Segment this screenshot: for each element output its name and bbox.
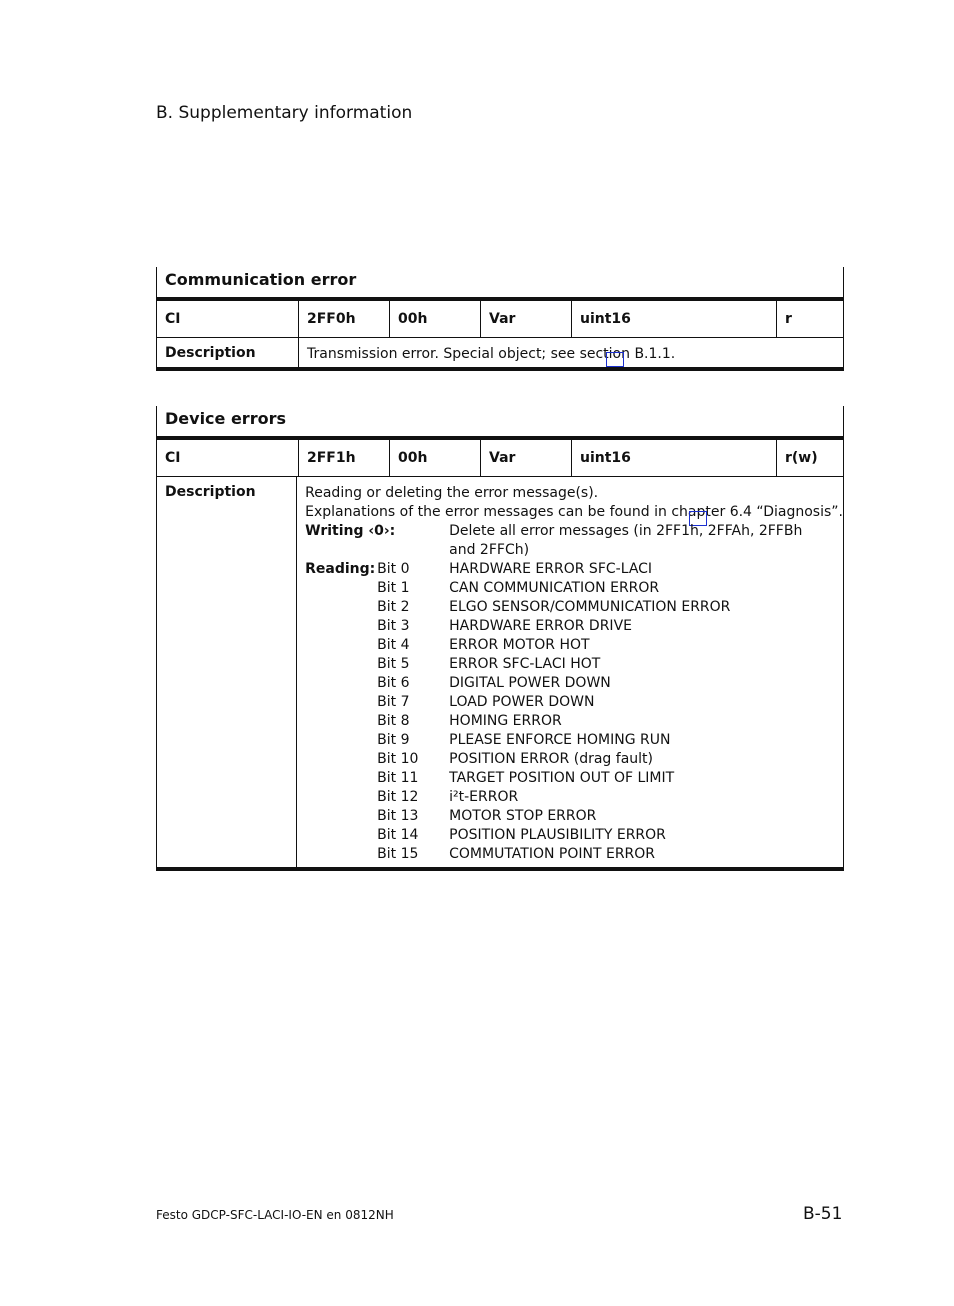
bit-number: Bit 5: [377, 656, 410, 672]
bit-row: [305, 693, 843, 712]
ci-label: CI: [157, 440, 299, 476]
bit-meaning: POSITION PLAUSIBILITY ERROR: [449, 827, 666, 843]
ci-label: CI: [157, 301, 299, 337]
bit-meaning: MOTOR STOP ERROR: [449, 808, 597, 824]
bit-meaning: ERROR SFC-LACI HOT: [449, 656, 601, 672]
description-row: [156, 477, 844, 867]
bit-row: [305, 617, 843, 636]
ci-subindex: 00h: [390, 301, 481, 337]
reading-label: Reading:: [305, 561, 376, 577]
bit-row: [305, 826, 843, 845]
bit-meaning: i²t-ERROR: [449, 789, 519, 805]
bit-row: [305, 598, 843, 617]
bit-meaning: DIGITAL POWER DOWN: [449, 675, 611, 691]
bit-number: Bit 15: [377, 846, 419, 862]
writing-label: Writing ‹0›:: [305, 523, 396, 539]
description-text: Transmission error. Special object; see section B.1.1.: [307, 346, 676, 362]
description-row: [156, 338, 844, 367]
bit-meaning: HARDWARE ERROR DRIVE: [449, 618, 632, 634]
bit-number: Bit 13: [377, 808, 419, 824]
page-number: B-51: [803, 1204, 843, 1224]
bit-meaning: HOMING ERROR: [449, 713, 562, 729]
bit-number: Bit 3: [377, 618, 410, 634]
bit-row: [305, 579, 843, 598]
bit-number: Bit 12: [377, 789, 419, 805]
device-errors-table: [156, 406, 844, 871]
bit-number: Bit 1: [377, 580, 410, 596]
ci-row: [156, 440, 844, 476]
ci-type: uint16: [572, 440, 777, 476]
description-line: Explanations of the error messages can be found in chapter 6.4 “Diagnosis”.: [305, 504, 843, 520]
bit-meaning: PLEASE ENFORCE HOMING RUN: [449, 732, 671, 748]
bit-number: Bit 6: [377, 675, 410, 691]
writing-text: and 2FFCh): [449, 542, 530, 558]
bit-meaning: TARGET POSITION OUT OF LIMIT: [449, 770, 675, 786]
bit-meaning: HARDWARE ERROR SFC-LACI: [449, 561, 653, 577]
bit-row: [305, 731, 843, 750]
ci-access: r(w): [785, 450, 818, 466]
ci-index: 2FF1h: [299, 440, 390, 476]
bit-number: Bit 0: [377, 561, 410, 577]
ci-row: [156, 301, 844, 337]
ci-type: uint16: [572, 301, 777, 337]
communication-error-table: [156, 267, 844, 371]
ci-access: r: [785, 311, 792, 327]
table-title: Communication error: [156, 267, 844, 297]
footer-doc-id: Festo GDCP-SFC-LACI-IO-EN en 0812NH: [156, 1208, 394, 1222]
table-title: Device errors: [156, 406, 844, 436]
bit-meaning: ERROR MOTOR HOT: [449, 637, 590, 653]
bit-row: [305, 712, 843, 731]
bit-row: [305, 750, 843, 769]
bit-number: Bit 7: [377, 694, 410, 710]
ci-object: Var: [481, 301, 572, 337]
section-link[interactable]: [606, 352, 624, 367]
description-label: Description: [157, 338, 299, 367]
section-heading: B. Supplementary information: [156, 103, 413, 123]
bit-meaning: COMMUTATION POINT ERROR: [449, 846, 656, 862]
bit-number: Bit 14: [377, 827, 419, 843]
bit-number: Bit 9: [377, 732, 410, 748]
ci-index: 2FF0h: [299, 301, 390, 337]
bit-row: [305, 845, 843, 864]
bit-meaning: POSITION ERROR (drag fault): [449, 751, 653, 767]
writing-text: Delete all error messages (in 2FF1h, 2FFAh, 2FFBh: [449, 523, 803, 539]
bit-row: [305, 788, 843, 807]
bit-meaning: CAN COMMUNICATION ERROR: [449, 580, 660, 596]
bit-row: [305, 560, 843, 579]
bit-number: Bit 4: [377, 637, 410, 653]
bit-meaning: LOAD POWER DOWN: [449, 694, 595, 710]
bit-number: Bit 11: [377, 770, 419, 786]
bit-row: [305, 674, 843, 693]
bit-row: [305, 655, 843, 674]
bit-number: Bit 2: [377, 599, 410, 615]
bit-row: [305, 769, 843, 788]
bit-row: [305, 807, 843, 826]
bit-row: [305, 636, 843, 655]
bit-meaning: ELGO SENSOR/COMMUNICATION ERROR: [449, 599, 731, 615]
description-line: Reading or deleting the error message(s).: [305, 485, 599, 501]
ci-object: Var: [481, 440, 572, 476]
ci-subindex: 00h: [390, 440, 481, 476]
description-label: Description: [157, 477, 297, 867]
bit-number: Bit 8: [377, 713, 410, 729]
bit-number: Bit 10: [377, 751, 419, 767]
